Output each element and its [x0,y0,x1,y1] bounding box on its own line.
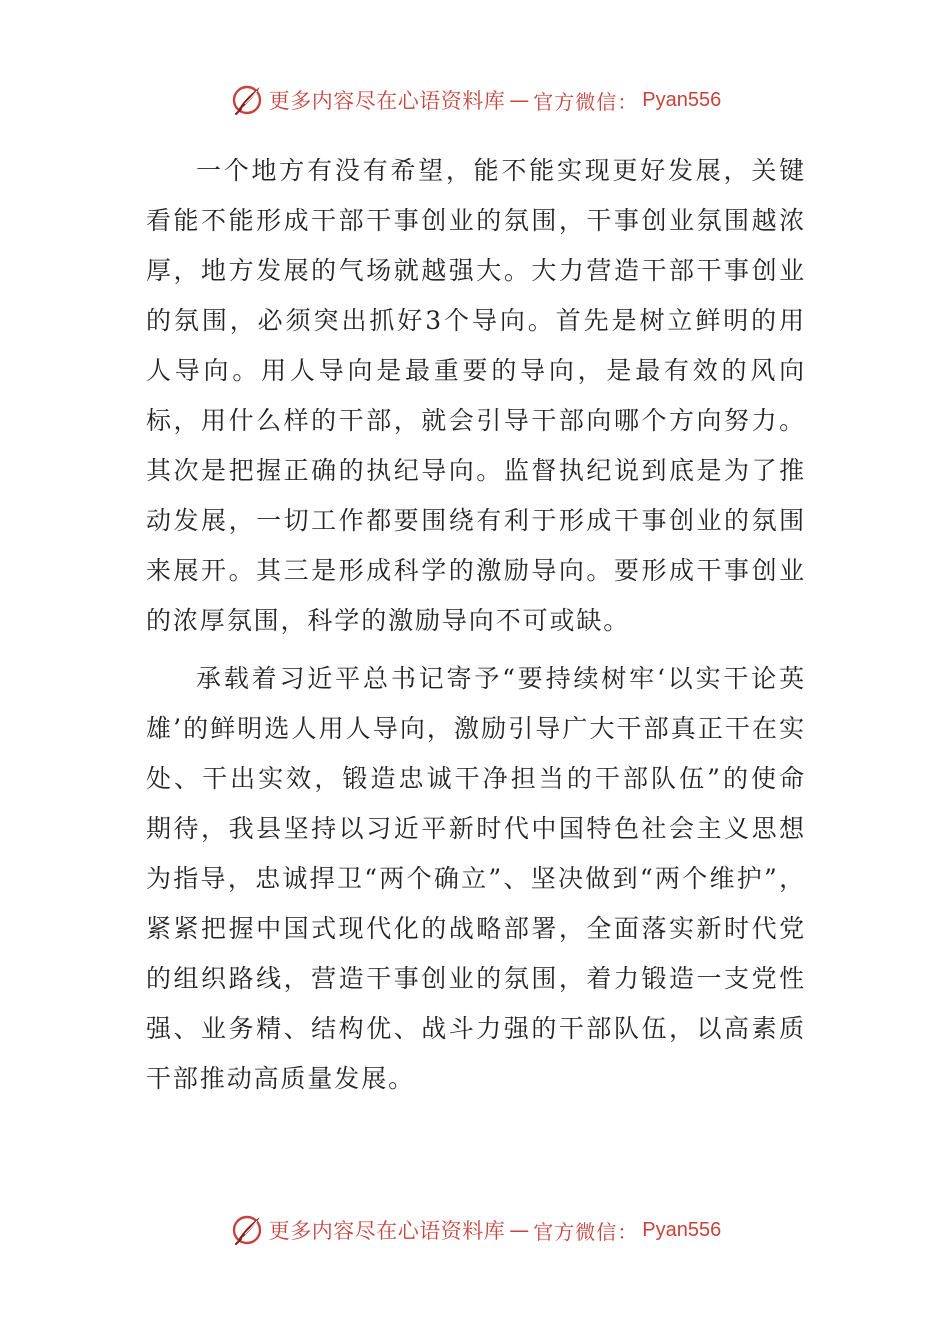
footer-banner [0,1210,950,1250]
header-site-text: 更多内容尽在心语资料库 [268,89,506,113]
paragraph-2: 承载着习近平总书记寄予“要持续树牢‘以实干论英雄’的鲜明选人用人导向，激励引导广大干部真正干在实处、干出实效，锻造忠诚干净担当的干部队伍”的使命期待，我县坚持以习近平新时代中国特色社会主义思想为指导，忠诚捍卫“两个确立”、坚决做到“两个维护”，紧紧把握中国式现代化的战略部署，全面落实新时代党的组织路线，营造干事创业的氛围，着力锻造一支党性强、业务精、结构优、战斗力强的干部队伍，以高素质干部推动高质量发展。 [146,664,806,1093]
paragraph-1: 一个地方有没有希望，能不能实现更好发展，关键看能不能形成干部干事创业的氛围，干事创业氛围越浓厚，地方发展的气场就越强大。大力营造干部干事创业的氛围，必须突出抓好3个导向。首先是树立鲜明的用人导向。用人导向是最重要的导向，是最有效的风向标，用什么样的干部，就会引导干部向哪个方向努力。其次是把握正确的执纪导向。监督执纪说到底是为了推动发展，一切工作都要围绕有利于形成干事创业的氛围来展开。其三是形成科学的激励导向。要形成干事创业的浓厚氛围，科学的激励导向不可或缺。 [146,156,806,635]
header-wechat-id: Pyan556 [642,88,722,111]
quill-pen-logo-icon [229,82,265,118]
footer-dash: — [509,1218,530,1242]
footer-site-text: 更多内容尽在心语资料库 [268,1219,506,1243]
header-wechat-label: 官方微信： [533,89,639,114]
header-banner [0,80,950,120]
footer-wechat-id: Pyan556 [642,1218,722,1241]
footer-wechat-label: 官方微信： [533,1219,639,1244]
document-body [146,146,806,1104]
header-dash: — [509,88,530,112]
quill-pen-logo-icon [229,1212,265,1248]
